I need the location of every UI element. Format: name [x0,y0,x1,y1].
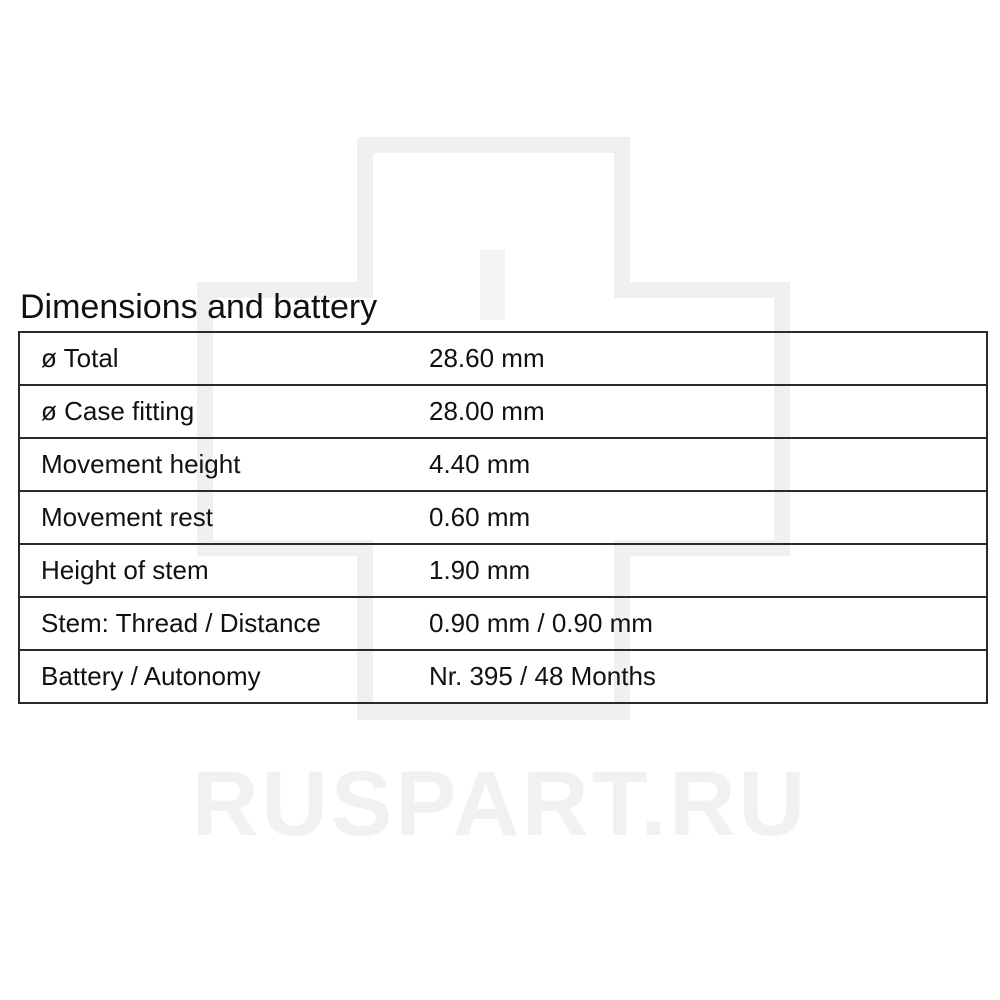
row-label: Stem: Thread / Distance [19,597,429,650]
table-row [19,597,987,650]
spec-table [18,331,988,704]
row-value: 0.90 mm / 0.90 mm [429,597,987,650]
row-label: ø Case fitting [19,385,429,438]
row-label: ø Total [19,332,429,385]
table-row [19,332,987,385]
table-row [19,544,987,597]
table-row [19,650,987,703]
row-label: Battery / Autonomy [19,650,429,703]
table-row [19,491,987,544]
row-value: 0.60 mm [429,491,987,544]
row-label: Movement rest [19,491,429,544]
row-value: Nr. 395 / 48 Months [429,650,987,703]
table-row [19,438,987,491]
row-value: 28.00 mm [429,385,987,438]
table-row [19,385,987,438]
row-value: 1.90 mm [429,544,987,597]
row-label: Movement height [19,438,429,491]
row-value: 4.40 mm [429,438,987,491]
watermark-text: RUSPART.RU [191,753,809,855]
row-value: 28.60 mm [429,332,987,385]
row-label: Height of stem [19,544,429,597]
section-title: Dimensions and battery [20,288,378,326]
